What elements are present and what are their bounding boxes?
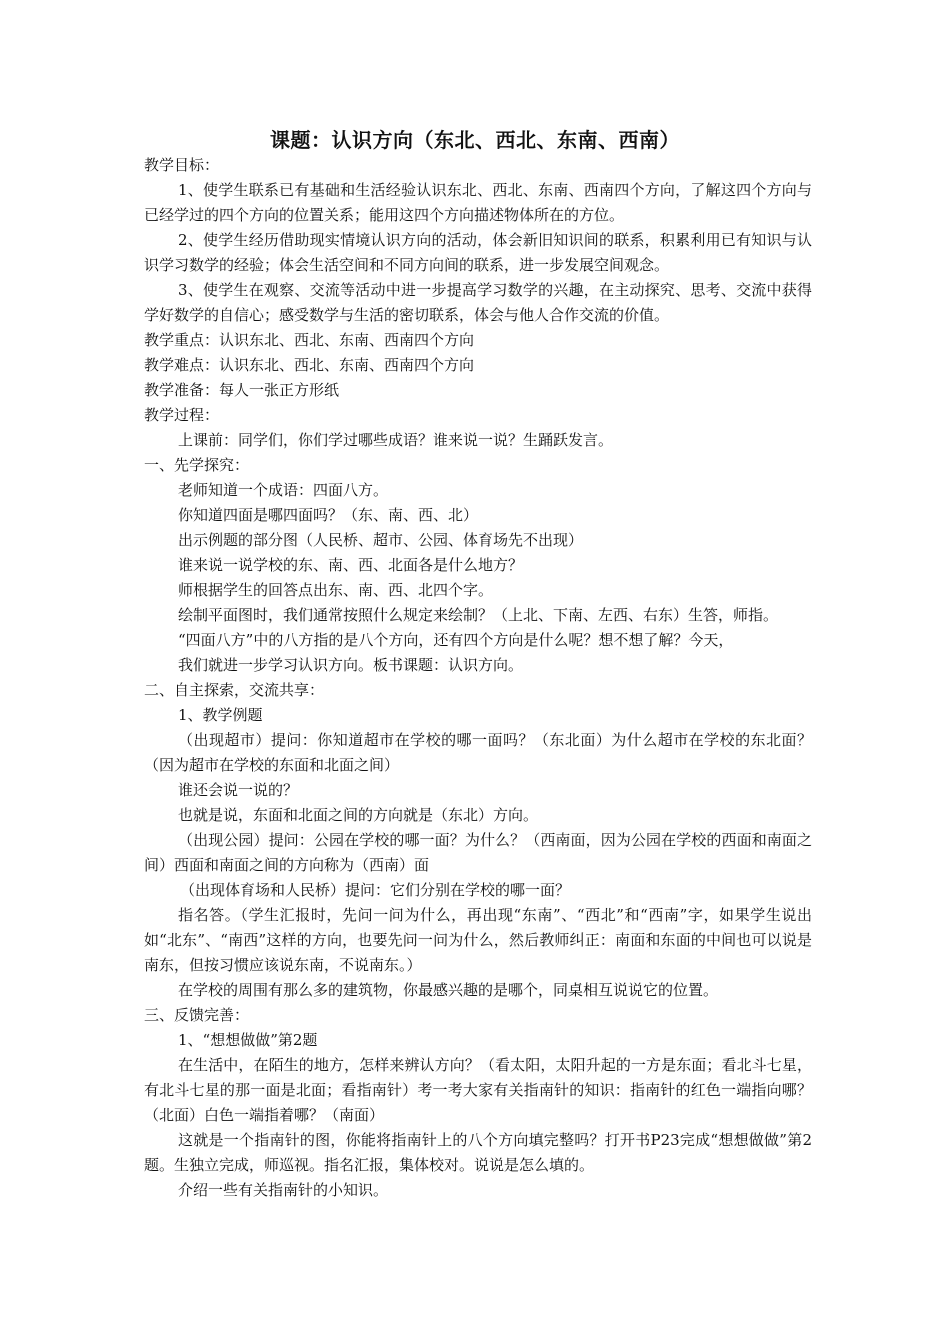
text-line: 教学过程： — [144, 406, 220, 424]
paragraph: （出现公园）提问：公园在学校的哪一面？为什么？（西南面，因为公园在学校的西面和南面之间）西面和南面之间的方向称为（西南）面 — [144, 831, 812, 874]
text-line: 师根据学生的回答点出东、南、西、北四个字。 — [178, 581, 494, 599]
lesson-title: 课题：认识方向（东北、西北、东南、西南） — [270, 128, 680, 152]
text-line: 上课前：同学们，你们学过哪些成语？谁来说一说？生踊跃发言。 — [178, 431, 614, 449]
lesson-body — [144, 153, 812, 1203]
paragraph: 指名答。（学生汇报时，先问一问为什么，再出现“东南”、“西北”和“西南”字，如果学生说出如“北东”、“南西”这样的方向，也要先问一问为什么，然后教师纠正：南面和东面的中间也可以说是南东，但按习惯应该说东南，不说南东。） — [144, 906, 812, 974]
text-line: 二、自主探索，交流共享： — [144, 681, 325, 699]
text-line: 出示例题的部分图（人民桥、超市、公园、体育场先不出现） — [178, 531, 584, 549]
text-line: 我们就进一步学习认识方向。板书课题：认识方向。 — [178, 656, 524, 674]
paragraph: 3、使学生在观察、交流等活动中进一步提高学习数学的兴趣，在主动探究、思考、交流中获得学好数学的自信心；感受数学与生活的密切联系，体会与他人合作交流的价值。 — [144, 281, 812, 324]
text-line: 你知道四面是哪四面吗？（东、南、西、北） — [178, 506, 479, 524]
text-line: 也就是说，东面和北面之间的方向就是（东北）方向。 — [178, 806, 539, 824]
paragraph: 在生活中，在陌生的地方，怎样来辨认方向？（看太阳，太阳升起的一方是东面；看北斗七星，有北斗七星的那一面是北面；看指南针）考一考大家有关指南针的知识：指南针的红色一端指向哪？（北面）白色一端指着哪？（南面） — [144, 1056, 812, 1124]
text-line: 一、先学探究： — [144, 456, 250, 474]
text-line: “四面八方”中的八方指的是八个方向，还有四个方向是什么呢？想不想了解？今天， — [178, 631, 734, 649]
text-line: 教学难点：认识东北、西北、东南、西南四个方向 — [144, 356, 475, 374]
text-line: 老师知道一个成语：四面八方。 — [178, 481, 389, 499]
text-line: 绘制平面图时，我们通常按照什么规定来绘制？（上北、下南、左西、右东）生答，师指。 — [178, 606, 779, 624]
text-line: 谁还会说一说的？ — [178, 781, 299, 799]
text-line: （出现体育场和人民桥）提问：它们分别在学校的哪一面？ — [180, 881, 571, 899]
text-line: 介绍一些有关指南针的小知识。 — [178, 1181, 389, 1199]
paragraph: 1、使学生联系已有基础和生活经验认识东北、西北、东南、西南四个方向，了解这四个方向与已经学过的四个方向的位置关系；能用这四个方向描述物体所在的方位。 — [144, 181, 812, 224]
paragraph: （出现超市）提问：你知道超市在学校的哪一面吗？（东北面）为什么超市在学校的东北面？（因为超市在学校的东面和北面之间） — [144, 731, 812, 774]
text-line: 谁来说一说学校的东、南、西、北面各是什么地方？ — [178, 556, 524, 574]
paragraph: 这就是一个指南针的图，你能将指南针上的八个方向填完整吗？打开书P23完成“想想做做”第2题。生独立完成，师巡视。指名汇报，集体校对。说说是怎么填的。 — [144, 1131, 812, 1174]
text-line: 教学准备：每人一张正方形纸 — [144, 381, 340, 399]
text-line: 三、反馈完善： — [144, 1006, 250, 1024]
text-line: 1、“想想做做”第2题 — [178, 1031, 318, 1049]
text-line: 教学重点：认识东北、西北、东南、西南四个方向 — [144, 331, 475, 349]
text-line: 1、教学例题 — [178, 706, 263, 724]
paragraph: 2、使学生经历借助现实情境认识方向的活动，体会新旧知识间的联系，积累利用已有知识与认识学习数学的经验；体会生活空间和不同方向间的联系，进一步发展空间观念。 — [144, 231, 812, 274]
text-line: 教学目标： — [144, 156, 220, 174]
text-line: 在学校的周围有那么多的建筑物，你最感兴趣的是哪个，同桌相互说说它的位置。 — [178, 981, 719, 999]
